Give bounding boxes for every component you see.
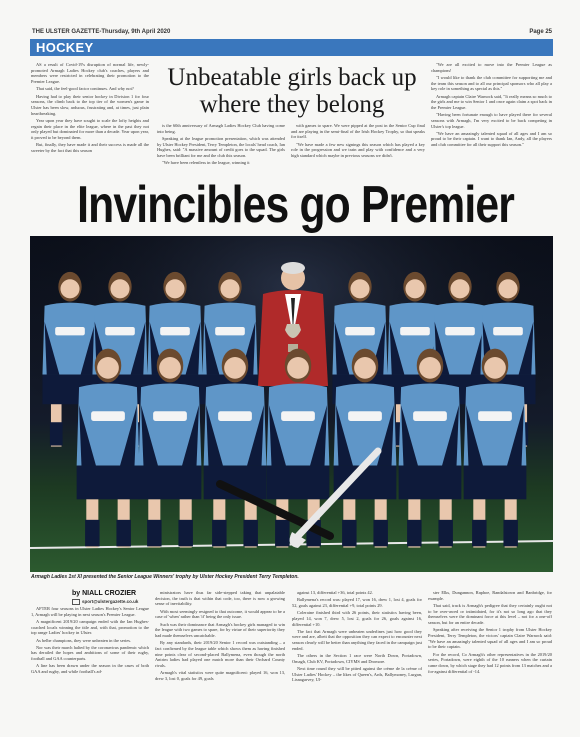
page-number: Page 25	[529, 29, 552, 35]
paragraph: ster Elks, Dungannon, Raphoe, Randalstown and Banbridge, for example.	[428, 590, 552, 601]
player-front-1-face	[159, 357, 181, 379]
headline-main: Invincibles go Premier	[77, 176, 515, 234]
player-front-0-sponsor	[91, 411, 125, 421]
paragraph: A magnificent 2019/20 campaign ended with the Ian Hughes-coached locals winning the title and, with that, promotion to the top range Ladies' hockey in Ulster.	[31, 618, 149, 636]
byline: by NIALL CROZIER	[72, 590, 137, 597]
player-front-4-face	[354, 357, 376, 379]
player-back-1-sponsor	[105, 327, 135, 335]
player-back-5-sponsor	[400, 327, 430, 335]
paragraph: That said, the feel-good factor continues. And why not?	[36, 86, 134, 92]
player-front-0-face	[97, 357, 119, 379]
player-back-1-face	[110, 279, 129, 298]
player-front-6-skirt	[464, 466, 527, 500]
player-back-4-sponsor	[345, 327, 375, 335]
paragraph: "We have made a few new signings this season which has played a key role in the progression and we train and play with confidence and a very high standard which maybe in previous seasons we didn't.	[291, 141, 425, 159]
player-front-5-sponsor	[413, 411, 447, 421]
paragraph: Speaking after receiving the Senior 1 trophy from Ulster Hockey President, Terry Templeton, the victors' captain Claire Warnock said: "We have an amazingly talented squad of all ages and I am so proud to be their captain.	[428, 627, 552, 650]
paragraph: With most seemingly resigned to that outcome, it would appear to be a case of 'when' rather than 'if' being the only issue.	[155, 608, 285, 620]
player-back-5-face	[405, 279, 424, 298]
player-front-2-face	[224, 357, 246, 379]
paragraph: Speaking at the league promotion presentation, which was attended by Ulster Hockey President, Terry Templeton, the locals' head coach, Ian Hughes, said: "A massive amount of credit goes to the squad. The girls have been brilliant for me and the club this season.	[157, 135, 285, 159]
paragraph: By any standards, their 2019/20 Senior 1 record was outstanding – a fact confirmed by the league table which shows them as having finished nine points clear of second-placed Ballymena, even though the north Antrim ladies had played one match more than their Orchard County rivals.	[155, 640, 285, 668]
article-column-3	[291, 123, 425, 160]
paragraph: But, finally, they have made it and their success is made all the sweeter by the fact that this season	[31, 142, 149, 153]
paragraph: against 13, differential +36, total points 42.	[297, 590, 373, 595]
player-front-4-sock	[342, 520, 356, 547]
paragraph: Such was their dominance that Armagh's hockey girls managed to win the league with two games to spare, for by virtue of their superiority they had made themselves uncatchable.	[155, 621, 285, 638]
masthead-title: THE ULSTER GAZETTE-Thursday, 9th April 2020	[32, 29, 171, 35]
player-front-0-sock	[116, 520, 130, 547]
player-front-6-sock	[472, 520, 486, 547]
player-back-3-sponsor	[215, 327, 245, 335]
player-front-1-skirt	[139, 466, 202, 500]
photo-caption: Armagh Ladies 1st XI presented the Senior League Winners' trophy by Ulster Hockey President Terry Templeton.	[31, 574, 299, 580]
lower-column-1	[31, 606, 149, 676]
player-front-2-sponsor	[218, 411, 252, 421]
player-back-4-face	[350, 279, 369, 298]
article-column-4	[431, 62, 552, 149]
president-hair	[281, 262, 305, 274]
paragraph: ministrators have thus far side-stepped taking that unpalatable decision, the truth is that within that code, too, there is now a growing sense of inevitability.	[155, 590, 285, 607]
player-front-3-sponsor	[281, 411, 315, 421]
player-back-0-sponsor	[55, 327, 85, 335]
paragraph: As belbe champions, they were unbeaten in the series.	[36, 637, 132, 643]
player-front-5-sock	[407, 520, 421, 547]
paragraph: Coleraine finished third with 26 points, their statistics having been, played 14, won 7, drew 5, lost 2, goals for 26, goals against 16, differential +10.	[292, 610, 422, 627]
lower-column-4	[428, 590, 552, 676]
player-front-3-sock	[275, 520, 289, 547]
paragraph: "We are all excited to move into the Premier League as champions!	[431, 62, 552, 73]
paragraph: Armagh captain Claire Warnock said, "It really means so much to the girls and me to win Senior 1 and once again claim a spot back in the Premier League.	[431, 93, 552, 110]
player-back-0-face	[60, 279, 79, 298]
player-front-2-sock	[243, 520, 257, 547]
player-front-6-sock	[503, 520, 517, 547]
article-column-2	[157, 123, 285, 167]
player-back-6-face	[450, 279, 469, 298]
player-front-1-sock	[178, 520, 192, 547]
player-front-5-skirt	[399, 466, 462, 500]
mail-icon	[72, 599, 80, 605]
author-email-text: sport@ulstergazette.co.uk	[82, 599, 139, 605]
player-front-4-sponsor	[348, 411, 382, 421]
player-back-7-face	[498, 279, 517, 298]
article-column-1	[31, 62, 149, 155]
paragraph: Next time round they will be pitted against the crème de la crème of Ulster Ladies' Hockey – the likes of Queen's, Ards, Ballymoney, Lurgan, Lisnagarvey, Ul-	[292, 665, 422, 683]
paragraph: Armagh's vital statistics were quite magnificent: played 16, won 13, drew 3, lost 0, goals for 49, goals	[155, 670, 285, 681]
paragraph: AFTER four seasons in Ulster Ladies Hockey's Senior League 1, Armagh will be playing in next season's Premier League.	[31, 606, 149, 617]
paragraph: "We have been relentless in the league, winning it	[162, 160, 250, 166]
player-front-6-sponsor	[478, 411, 512, 421]
team-photo-graphic	[30, 236, 553, 572]
paragraph: The fact that Armagh were unbeaten underlines just how good they were and are, albeit that the opposition they can expect to encounter next season clearly will be better than anything they faced in the campaign just ended.	[292, 628, 422, 651]
paragraph: "I would like to thank the club committee for supporting me and the team this season and to all our principal sponsors who all play a key role in something as special as this."	[431, 74, 552, 92]
team-photo	[30, 236, 553, 572]
paragraph: For the record, Co Armagh's other representatives in the 2019/20 series, Portadown, were eighth of the 10 runners when the curtain came down, by which stage they had 12 points from 13 matches and a for-against differential of -14.	[428, 651, 552, 674]
player-back-2-face	[165, 279, 184, 298]
author-email[interactable]	[72, 599, 138, 605]
player-front-4-skirt	[334, 466, 397, 500]
lower-column-3	[292, 590, 422, 685]
paragraph: That said, track is Armagh's pedigree that they certainly ought not to be over-awed or intimidated, for it's not so long ago that they themselves were the dominant force at this level – not for a one-off season, but for an entire decade.	[428, 602, 552, 626]
paragraph: The others in the Section 1 race were North Down, Portadown, Omagh, Club KV, Portadown, CIYMS and Dromore.	[292, 653, 422, 664]
paragraph: "We have an amazingly talented squad of all ages and I am so proud to be their captain. I want to thank Ian, Andy, all the players and club committee for all their support this season."	[431, 130, 552, 148]
paragraph: Year upon year they have sought to scale the lofty heights and regain their place in the elite league, where in the past they not only played but dominated for more than a decade. Year upon year, it proved to be beyond them.	[31, 117, 149, 140]
lower-column-2	[155, 590, 285, 683]
paragraph: "Having been fortunate enough to have played there for several seasons with Armagh, I'm very excited to be back competing in Ulster's top league.	[431, 112, 552, 129]
player-back-2-sponsor	[160, 327, 190, 335]
masthead	[32, 27, 552, 37]
player-front-2-sock	[212, 520, 226, 547]
player-back-6-sponsor	[445, 327, 475, 335]
player-back-0-sock	[50, 422, 63, 445]
paragraph: is the 60th anniversary of Armagh Ladies Hockey Club having come into being.	[157, 123, 285, 134]
paragraph: AS a result of Covid-19's disruption of normal life, newly-promoted Armagh Ladies Hockey club's coaches, players and members were restricted in celebrating their promotion to the Premier League.	[31, 62, 149, 85]
paragraph: with games to spare. We were pipped at the post in the Senior Cup final and are playing in the semi-final of the Irish Hockey Trophy, so that speaks for itself.	[291, 123, 425, 140]
player-front-0-sock	[85, 520, 99, 547]
section-bar	[30, 39, 553, 56]
player-front-1-sock	[147, 520, 161, 547]
player-front-1-sponsor	[153, 411, 187, 421]
player-front-5-face	[419, 357, 441, 379]
paragraph: Having had to play their senior hockey in Division 1 for four seasons, the climb back to the top tier of the women's game in Ulster has been slow, arduous, frustrating and, at times, just plain heartbreaking.	[31, 93, 149, 116]
player-front-6-face	[484, 357, 506, 379]
player-back-7-sponsor	[493, 327, 523, 335]
player-front-3-skirt	[267, 466, 330, 500]
player-front-3-face	[287, 357, 309, 379]
paragraph: Ballymena's record was: played 17, won 16, drew 1, lost 4, goals for 52, goals against 23, differential +9, total points 29.	[292, 597, 422, 608]
paragraph: Nor was their march halted by the coronavirus pandemic which has derailed the hopes and ambitions of some of their rugby, football and GAA counterparts.	[31, 644, 149, 662]
paragraph: A line has been drawn under the season in the cases of both GAA and rugby, and while football's ad-	[31, 663, 149, 675]
headline-top: Unbeatable girls back up where they belong	[167, 64, 417, 118]
player-front-4-sock	[373, 520, 387, 547]
player-back-3-face	[220, 279, 239, 298]
player-front-5-sock	[438, 520, 452, 547]
player-front-0-skirt	[77, 466, 140, 500]
section-title: HOCKEY	[36, 40, 94, 55]
